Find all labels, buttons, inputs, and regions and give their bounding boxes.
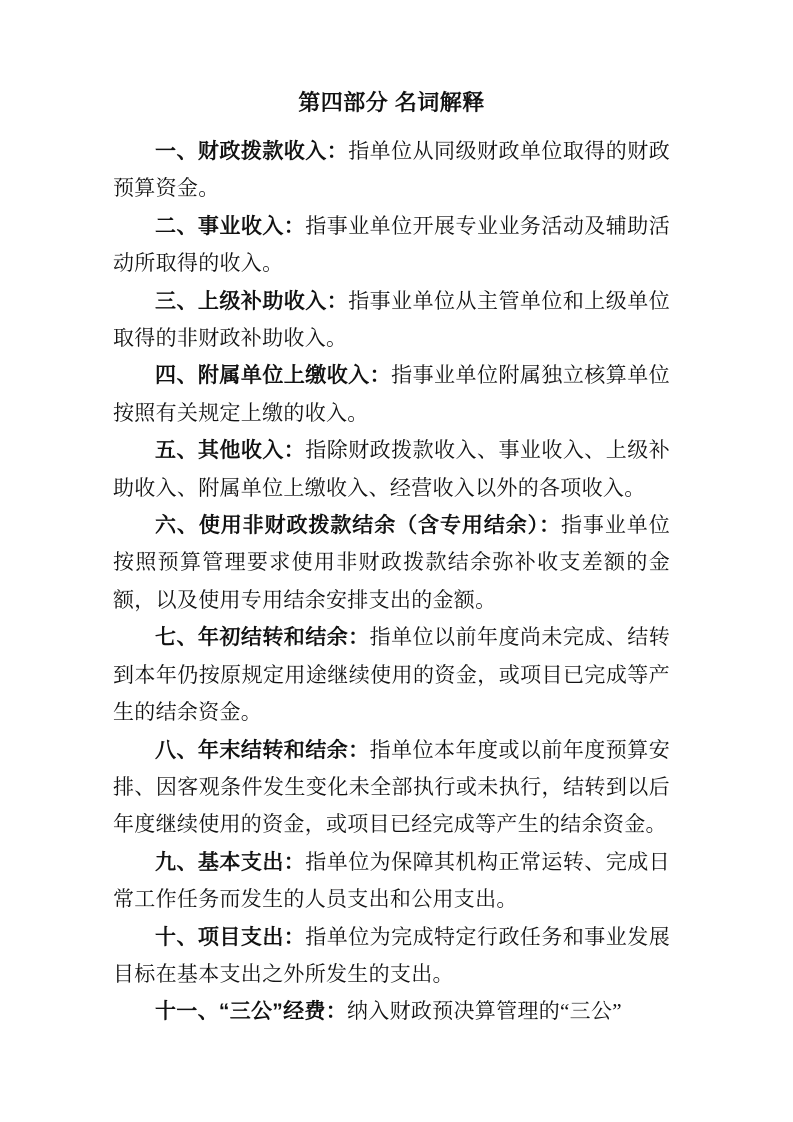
term-label: 二、事业收入： xyxy=(155,214,306,238)
term-label: 一、财政拨款收入： xyxy=(155,140,349,163)
term-definition: 指单位从同级财政单位取得的财政预算资金。 xyxy=(113,139,670,201)
document-body xyxy=(113,133,670,1031)
section-title: 第四部分 名词解释 xyxy=(298,90,485,115)
definition-paragraph xyxy=(113,208,670,283)
term-definition: 纳入财政预决算管理的“三公” xyxy=(347,999,622,1024)
term-label: 八、年末结转和结余： xyxy=(155,738,370,762)
definition-paragraph xyxy=(113,844,670,919)
term-definition: 指除财政拨款收入、事业收入、上级补助收入、附属单位上缴收入、经营收入以外的各项收入。 xyxy=(113,438,670,500)
term-label: 十、项目支出： xyxy=(155,925,306,949)
definition-paragraph xyxy=(113,919,670,994)
term-label: 四、附属单位上缴收入： xyxy=(155,364,392,388)
term-definition: 指事业单位按照预算管理要求使用非财政拨款结余弥补收支差额的金额，以及使用专用结余安排支出的金额。 xyxy=(113,513,671,612)
definition-paragraph xyxy=(113,283,670,358)
term-definition: 指事业单位开展专业业务活动及辅助活动所取得的收入。 xyxy=(113,213,670,276)
term-definition: 指单位为完成特定行政任务和事业发展目标在基本支出之外所发生的支出。 xyxy=(113,924,670,986)
definition-paragraph xyxy=(113,133,670,208)
term-definition: 指事业单位从主管单位和上级单位取得的非财政补助收入。 xyxy=(113,288,670,351)
term-label: 九、基本支出： xyxy=(155,850,306,874)
term-label: 三、上级补助收入： xyxy=(155,289,349,313)
term-label: 六、使用非财政拨款结余（含专用结余）： xyxy=(155,514,562,538)
definition-paragraph xyxy=(113,432,670,507)
definition-paragraph xyxy=(113,357,670,432)
term-definition: 指单位本年度或以前年度预算安排、因客观条件发生变化未全部执行或未执行，结转到以后年度继续使用的资金，或项目已经完成等产生的结余资金。 xyxy=(113,737,671,837)
definition-paragraph xyxy=(113,507,670,619)
term-label: 七、年初结转和结余： xyxy=(155,626,370,650)
term-label: 十一、“三公”经费： xyxy=(155,1000,347,1024)
term-definition: 指事业单位附属独立核算单位按照有关规定上缴的收入。 xyxy=(113,363,670,425)
term-definition: 指单位以前年度尚未完成、结转到本年仍按原规定用途继续使用的资金，或项目已完成等产生的结余资金。 xyxy=(113,625,671,725)
term-label: 五、其他收入： xyxy=(155,439,306,463)
definition-paragraph xyxy=(113,732,670,844)
term-definition: 指单位为保障其机构正常运转、完成日常工作任务而发生的人员支出和公用支出。 xyxy=(113,849,670,912)
definition-paragraph xyxy=(113,993,670,1030)
definition-paragraph xyxy=(113,619,670,731)
